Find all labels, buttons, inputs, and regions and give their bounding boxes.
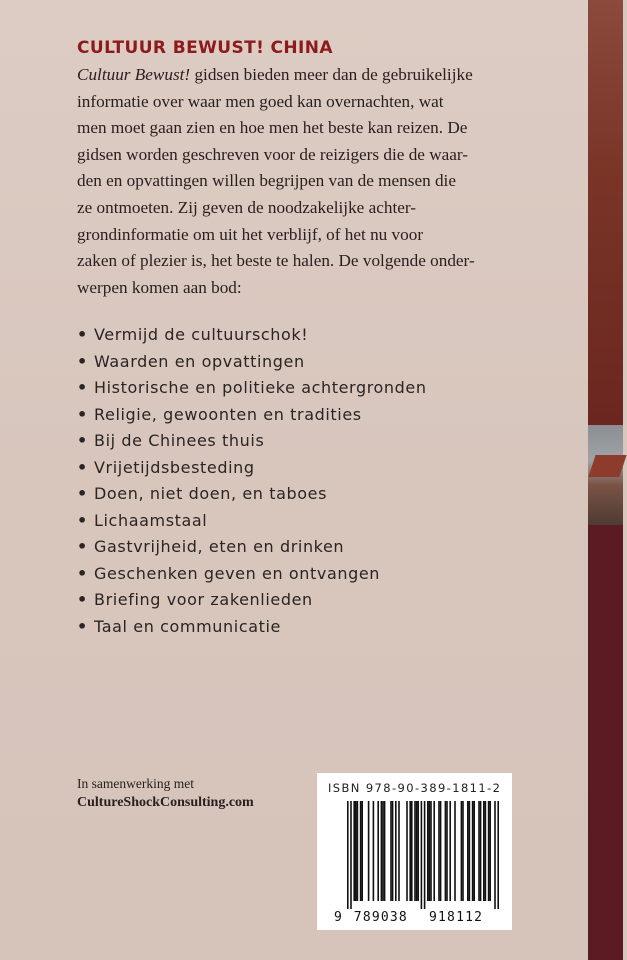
barcode-bar (440, 801, 442, 901)
barcode-bar (480, 801, 482, 901)
isbn-barcode-box (317, 773, 512, 930)
bullet-icon: • (77, 616, 88, 636)
collaboration-label: In samenwerking met (77, 776, 194, 791)
list-item (77, 322, 427, 349)
barcode-bar (445, 801, 447, 901)
barcode-bar (384, 801, 386, 901)
topic-text: Vrijetijdsbesteding (94, 457, 255, 477)
barcode-bar (381, 801, 383, 901)
barcode-bar (361, 801, 363, 901)
book-title: CULTUUR BEWUST! CHINA (77, 38, 333, 58)
barcode-bar (421, 801, 423, 909)
list-item (77, 375, 427, 402)
barcode-bar (424, 801, 426, 909)
barcode (335, 801, 500, 925)
list-item (77, 587, 427, 614)
list-item (77, 481, 427, 508)
barcode-bar (462, 801, 464, 901)
barcode-bar (398, 801, 400, 901)
barcode-bar (472, 801, 474, 901)
barcode-bar (360, 801, 362, 901)
barcode-bar (350, 801, 352, 909)
intro-line: den en opvattingen willen begrijpen van de mensen die (77, 171, 456, 191)
bullet-icon: • (77, 351, 88, 371)
topic-text: Geschenken geven en ontvangen (94, 563, 381, 583)
barcode-bar (390, 801, 392, 901)
barcode-bar (430, 801, 432, 901)
bullet-icon: • (77, 510, 88, 530)
barcode-bar (392, 801, 394, 901)
list-item (77, 561, 427, 588)
topic-text: Bij de Chinees thuis (94, 431, 265, 450)
bullet-icon: • (77, 325, 88, 344)
intro-line: werpen komen aan bod: (77, 277, 242, 297)
intro-line: men moet gaan zien en hoe men het beste kan reizen. De (77, 118, 468, 138)
topic-text: Historische en politieke achtergronden (94, 378, 427, 397)
barcode-bar (347, 801, 349, 909)
bullet-icon: • (77, 378, 88, 397)
barcode-bar (429, 801, 431, 901)
barcode-bar (478, 801, 480, 901)
topic-text: Vermijd de cultuurschok! (94, 325, 309, 344)
barcode-bar (377, 801, 379, 901)
bullet-icon: • (77, 484, 88, 503)
list-item (77, 402, 427, 429)
topic-text: Lichaamstaal (94, 510, 208, 530)
barcode-bar (414, 801, 416, 901)
barcode-bar (454, 801, 456, 901)
barcode-bar (353, 801, 355, 901)
intro-line: zaken of plezier is, het beste te halen. De volgende onder- (77, 251, 475, 271)
barcode-bar (416, 801, 418, 901)
barcode-bar (357, 801, 359, 901)
barcode-bar (446, 801, 448, 901)
topic-text: Taal en communicatie (94, 616, 281, 636)
barcode-bar (438, 801, 440, 901)
barcode-digits-right: 918112 (429, 910, 484, 925)
list-item (77, 614, 427, 641)
series-name: Cultuur Bewust! (77, 65, 191, 84)
intro-first-line: gidsen bieden meer dan de gebruikelijke (190, 65, 473, 84)
intro-line (77, 62, 513, 89)
topics-list (77, 322, 427, 640)
topic-text: Briefing voor zakenlieden (94, 590, 313, 609)
intro-line: grondinformatie om uit het verblijf, of het nu voor (77, 224, 424, 244)
bullet-icon: • (77, 537, 88, 556)
barcode-bar (483, 801, 485, 901)
barcode-bar (488, 801, 490, 901)
list-item (77, 455, 427, 482)
barcode-digit-first: 9 (333, 910, 343, 925)
intro-line: ze ontmoeten. Zij geven de noodzakelijke achter- (77, 197, 416, 217)
bullet-icon: • (77, 431, 88, 450)
barcode-bar (373, 801, 375, 901)
barcode-bar (449, 801, 451, 901)
topic-text: Waarden en opvattingen (94, 351, 305, 371)
barcode-bar (485, 801, 487, 901)
barcode-bar (433, 801, 435, 901)
barcode-bar (411, 801, 413, 901)
barcode-bar (467, 801, 469, 901)
barcode-bar (461, 801, 463, 901)
barcode-bar (489, 801, 491, 901)
bullet-icon: • (77, 404, 88, 424)
isbn-label: ISBN 978-90-389-1811-2 (328, 781, 502, 795)
barcode-bar (406, 801, 408, 901)
collaboration-website: CultureShockConsulting.com (77, 795, 254, 810)
barcode-bar (368, 801, 370, 901)
topic-text: Gastvrijheid, eten en drinken (94, 537, 345, 556)
barcode-bar (427, 801, 429, 901)
barcode-bar (417, 801, 419, 901)
spine-top-band (588, 0, 623, 425)
barcode-digits-left: 789038 (353, 910, 408, 925)
intro-line: gidsen worden geschreven voor de reizigers die de waar- (77, 144, 468, 164)
barcode-bar (494, 801, 496, 909)
list-item (77, 349, 427, 376)
bullet-icon: • (77, 590, 88, 609)
topic-text: Doen, niet doen, en taboes (94, 484, 328, 503)
barcode-bar (469, 801, 471, 901)
list-item (77, 508, 427, 535)
topic-text: Religie, gewoonten en tradities (94, 404, 362, 424)
intro-line: informatie over waar men goed kan overnachten, wat (77, 91, 444, 111)
spine-bottom-band (588, 525, 623, 960)
barcode-bar (497, 801, 499, 909)
collaboration-note (77, 774, 254, 812)
intro-paragraph (77, 62, 513, 301)
barcode-bar (395, 801, 397, 901)
barcode-bar (473, 801, 475, 901)
barcode-bar (355, 801, 357, 901)
barcode-bar (382, 801, 384, 901)
book-spine (588, 0, 623, 960)
barcode-bar (409, 801, 411, 901)
list-item (77, 534, 427, 561)
bullet-icon: • (77, 457, 88, 477)
list-item (77, 428, 427, 455)
bullet-icon: • (77, 563, 88, 583)
